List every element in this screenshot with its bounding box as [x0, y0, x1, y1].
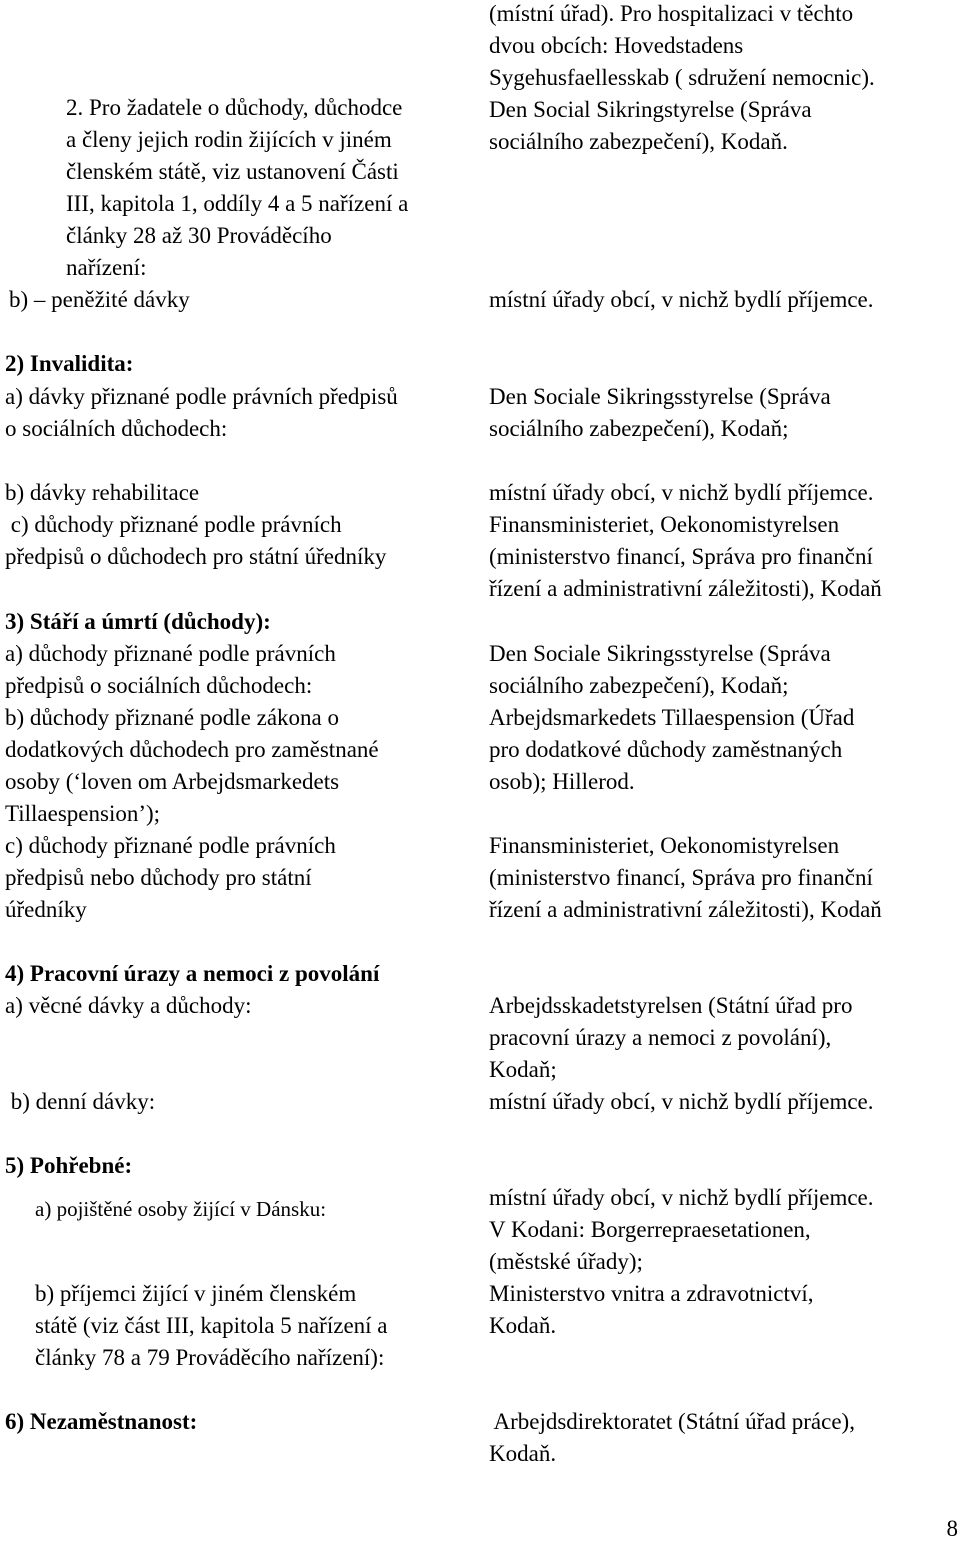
text-line: články 78 a 79 Prováděcího nařízení): [35, 1345, 385, 1370]
text-line: osob); Hillerod. [489, 769, 635, 794]
pohrebne-heading: 5) Pohřebné: [5, 1153, 133, 1178]
text-line: dvou obcích: Hovedstadens [489, 33, 744, 58]
stari-left [5, 638, 379, 926]
text-line: V Kodani: Borgerrepraesetationen, [489, 1217, 811, 1242]
text-line: Ministerstvo vnitra a zdravotnictví, [489, 1281, 814, 1306]
text-line: dodatkových důchodech pro zaměstnané [5, 737, 379, 762]
text-line: Finansministeriet, Oekonomistyrelsen [489, 833, 840, 858]
text-line: (ministerstvo financí, Správa pro finanční [489, 544, 873, 569]
text-line: c) důchody přiznané podle právních [5, 512, 342, 537]
text-line: o sociálních důchodech: [5, 416, 228, 441]
stari-right-ab [489, 638, 854, 798]
text-line: Finansministeriet, Oekonomistyrelsen [489, 512, 840, 537]
section-2-intro [66, 92, 402, 124]
text-line: Den Sociale Sikringsstyrelse (Správa [489, 384, 831, 409]
text-line: Den Social Sikringstyrelse (Správa [489, 97, 812, 122]
invalidita-c-right [489, 509, 882, 605]
text-line: státě (viz část III, kapitola 5 nařízení a [35, 1313, 388, 1338]
text-line: sociálního zabezpečení), Kodaň; [489, 673, 789, 698]
text-line: Kodaň. [489, 1441, 557, 1466]
pohrebne-a-left: a) pojištěné osoby žijící v Dánsku: [35, 1197, 327, 1221]
invalidita-b-right: místní úřady obcí, v nichž bydlí příjemce. [489, 480, 874, 505]
text-line: (městské úřady); [489, 1249, 643, 1274]
text-line: předpisů o sociálních důchodech: [5, 673, 313, 698]
text-line: úředníky [5, 897, 87, 922]
invalidita-a-left [5, 381, 398, 445]
urazy-b-left: b) denní dávky: [5, 1089, 156, 1114]
pohrebne-a-right [489, 1182, 874, 1278]
text-line: b) důchody přiznané podle zákona o [5, 705, 340, 730]
text-line: sociálního zabezpečení), Kodaň. [489, 129, 788, 154]
invalidita-a-right [489, 381, 831, 445]
text-line: pro dodatkové důchody zaměstnaných [489, 737, 843, 762]
text-line: III, kapitola 1, oddíly 4 a 5 nařízení a [66, 191, 409, 216]
urazy-heading: 4) Pracovní úrazy a nemoci z povolání [5, 961, 380, 986]
text-line: články 28 až 30 Prováděcího [66, 223, 332, 248]
text-line: předpisů o důchodech pro státní úředníky [5, 544, 387, 569]
text-line: členském státě, viz ustanovení Části [66, 159, 399, 184]
text-line: osoby (‘loven om Arbejdsmarkedets [5, 769, 340, 794]
text-line: Tillaespension’); [5, 801, 161, 826]
text-line: Arbejdsdirektoratet (Státní úřad práce), [489, 1409, 855, 1434]
section-2-b-value: místní úřady obcí, v nichž bydlí příjemce. [489, 287, 874, 312]
section-2-intro-cont [66, 124, 408, 284]
text-line: c) důchody přiznané podle právních [5, 833, 336, 858]
text-line: Kodaň; [489, 1057, 557, 1082]
text-line: Kodaň. [489, 1313, 557, 1338]
text-line: a) dávky přiznané podle právních předpisů [5, 384, 398, 409]
text-line: pracovní úrazy a nemoci z povolání), [489, 1025, 832, 1050]
text-line: řízení a administrativní záležitosti), Kodaň [489, 576, 882, 601]
stari-right-c [489, 830, 882, 926]
nezamestnanost-heading: 6) Nezaměstnanost: [5, 1409, 198, 1434]
text-line: sociálního zabezpečení), Kodaň; [489, 416, 789, 441]
text-line: b) příjemci žijící v jiném členském [35, 1281, 357, 1306]
text-line: Sygehusfaellesskab ( sdružení nemocnic). [489, 65, 875, 90]
pohrebne-b-right [489, 1278, 813, 1342]
text-line: (místní úřad). Pro hospitalizaci v těchto [489, 1, 854, 26]
text-line: a) důchody přiznané podle právních [5, 641, 336, 666]
pohrebne-b-left [35, 1278, 388, 1374]
text-line: a členy jejich rodin žijících v jiném [66, 127, 392, 152]
urazy-b-right: místní úřady obcí, v nichž bydlí příjemce. [489, 1089, 874, 1114]
text-line: nařízení: [66, 255, 147, 280]
section-2-b-label: b) – peněžité dávky [9, 287, 190, 312]
text-line: předpisů nebo důchody pro státní [5, 865, 312, 890]
text-line: (ministerstvo financí, Správa pro finanční [489, 865, 873, 890]
text-line: 2. Pro žadatele o důchody, důchodce [66, 95, 403, 120]
text-line: Arbejdsmarkedets Tillaespension (Úřad [489, 705, 855, 730]
stari-heading: 3) Stáří a úmrtí (důchody): [5, 609, 271, 634]
urazy-a-left: a) věcné dávky a důchody: [5, 993, 252, 1018]
top-right-text [489, 0, 875, 158]
invalidita-c-left [5, 509, 386, 573]
invalidita-heading: 2) Invalidita: [5, 351, 134, 376]
nezamestnanost-right [489, 1406, 855, 1470]
text-line: Den Sociale Sikringsstyrelse (Správa [489, 641, 831, 666]
urazy-a-right [489, 990, 852, 1086]
text-line: místní úřady obcí, v nichž bydlí příjemce. [489, 1185, 874, 1210]
text-line: řízení a administrativní záležitosti), Kodaň [489, 897, 882, 922]
page-number: 8 [946, 1516, 958, 1541]
invalidita-b-left: b) dávky rehabilitace [5, 480, 200, 505]
text-line: Arbejdsskadetstyrelsen (Státní úřad pro [489, 993, 853, 1018]
